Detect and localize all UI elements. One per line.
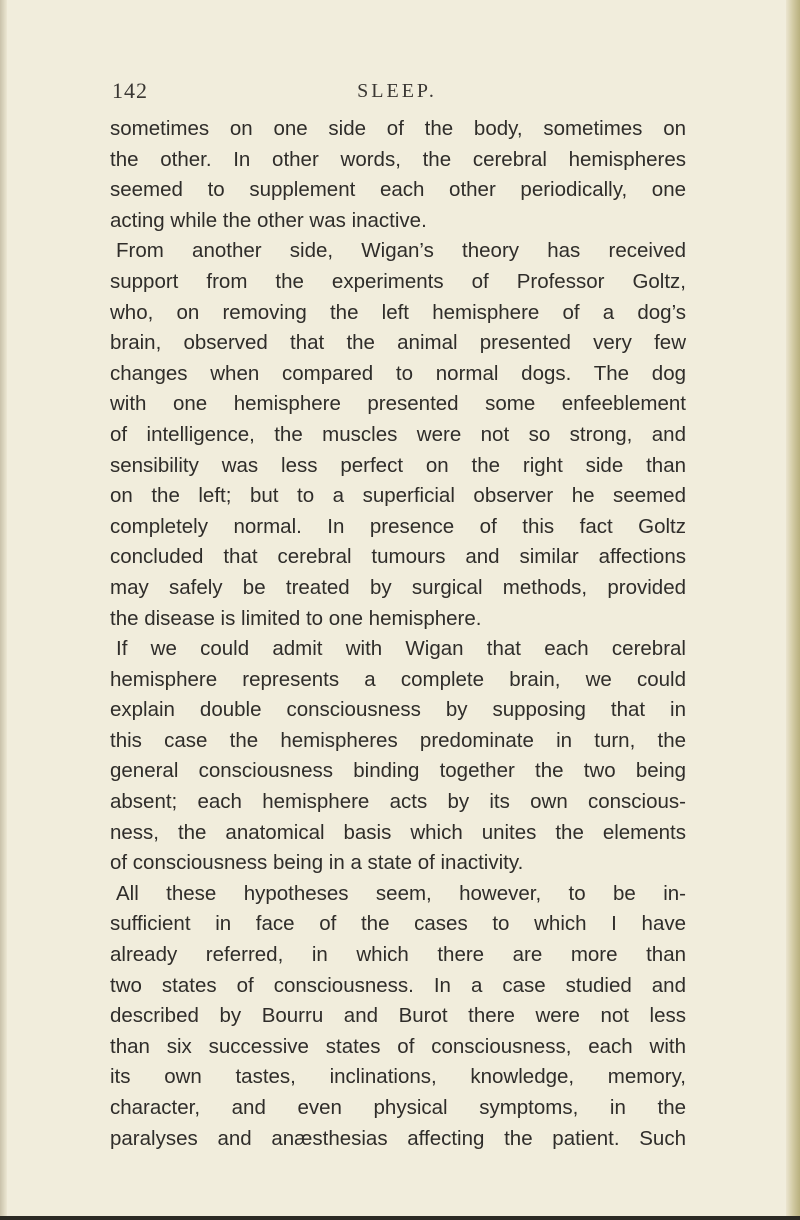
text-line: of consciousness being in a state of inactivity. [110,851,524,875]
text-line: already referred, in which there are more than [110,943,686,967]
text-line: sufficient in face of the cases to which I have [110,912,686,936]
bottom-rule [0,1216,800,1220]
text-line: the other. In other words, the cerebral hemispheres [110,147,686,171]
page-left-edge [0,0,7,1220]
text-line: who, on removing the left hemisphere of a dog’s [110,300,686,324]
page-right-edge [786,0,800,1220]
text-line: hemisphere represents a complete brain, we could [110,667,686,691]
text-line: completely normal. In presence of this fact Goltz [110,514,686,538]
text-line: its own tastes, inclinations, knowledge, memory, [110,1065,686,1089]
text-line: brain, observed that the animal presented very few [110,331,686,355]
text-line: ness, the anatomical basis which unites the elements [110,820,686,844]
text-line: with one hemisphere presented some enfeeblement [110,392,686,416]
text-line: may safely be treated by surgical methods, provided [110,575,686,599]
text-line: two states of consciousness. In a case studied and [110,973,686,997]
text-line: described by Bourru and Burot there were not less [110,1004,686,1028]
text-line: If we could admit with Wigan that each cerebral [116,637,686,661]
text-line: general consciousness binding together the two being [110,759,686,783]
text-line: explain double consciousness by supposing that in [110,698,686,722]
text-line: this case the hemispheres predominate in turn, the [110,728,686,752]
text-line: sensibility was less perfect on the right side than [110,453,686,477]
text-line: support from the experiments of Professor Goltz, [110,269,686,293]
page-header [112,78,682,110]
page-number: 142 [112,78,148,103]
text-line: on the left; but to a superficial observer he seemed [110,484,686,508]
text-line: sometimes on one side of the body, sometimes on [110,117,686,140]
text-line: paralyses and anæsthesias affecting the patient. Such [110,1126,686,1150]
body-text [110,114,686,1154]
text-line: absent; each hemisphere acts by its own conscious- [110,790,686,814]
text-line: seemed to supplement each other periodically, one [110,178,686,202]
text-line: than six successive states of consciousness, each with [110,1034,686,1058]
text-line: changes when compared to normal dogs. The dog [110,361,686,385]
text-line: character, and even physical symptoms, in the [110,1096,686,1119]
running-head: SLEEP. [357,80,437,102]
text-line: All these hypotheses seem, however, to be in- [116,881,686,905]
text-line: acting while the other was inactive. [110,208,427,232]
text-line: of intelligence, the muscles were not so strong, and [110,422,686,446]
text-line: From another side, Wigan’s theory has received [116,239,686,263]
text-line: concluded that cerebral tumours and similar affections [110,545,686,569]
text-line: the disease is limited to one hemisphere. [110,606,482,630]
